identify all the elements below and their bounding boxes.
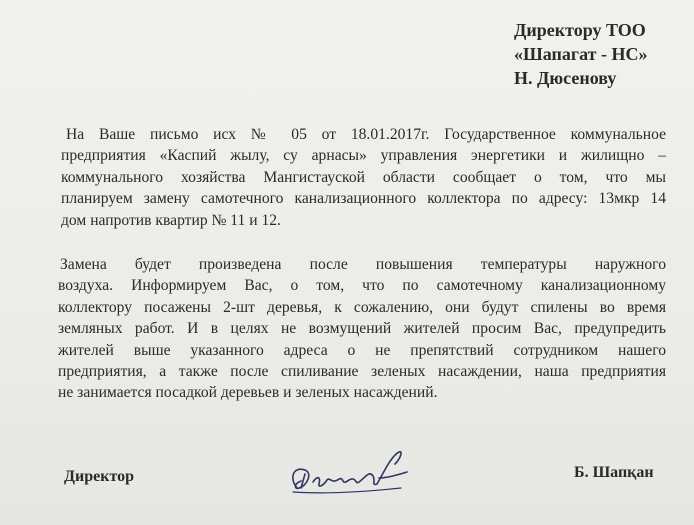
paragraph-line: коллектору посажены 2-шт деревья, к сожалению, они будут спилены во время bbox=[58, 298, 666, 316]
paragraph-line: земляных работ. И в целях не возмущений жителей просим Вас, предупредить bbox=[58, 320, 666, 338]
paragraph-line: Замена будет произведена после повышения температуры наружного bbox=[60, 256, 666, 273]
paragraph-notice bbox=[58, 254, 666, 404]
paragraph-line: планируем замену самотечного канализационного коллектора по адресу: 13мкр 14 bbox=[61, 190, 666, 208]
addressee-block bbox=[514, 18, 689, 90]
paragraph-line: жителей выше указанного адреса о не препятствий сотрудником нашего bbox=[58, 341, 666, 359]
signatory-title: Директор bbox=[64, 468, 134, 485]
paragraph-line: На Ваше письмо исх № 05 от 18.01.2017г. Государственное коммунальное bbox=[66, 126, 666, 143]
signatory-name: Б. Шапқан bbox=[574, 464, 654, 481]
addressee-name: Н. Дюсенову bbox=[514, 68, 617, 88]
paragraph-line: воздуха. Информируем Вас, о том, что по самотечному канализационному bbox=[58, 277, 666, 295]
paragraph-line: предприятия, а также после спиливание зеленых насаждении, наша предприятия bbox=[58, 362, 666, 380]
paragraph-response bbox=[61, 124, 666, 231]
paragraph-line: не занимается посадкой деревьев и зеленых насаждений. bbox=[58, 384, 438, 402]
paragraph-line: коммунального хозяйства Мангистауской области сообщает о том, что мы bbox=[61, 168, 666, 186]
paragraph-line: предприятия «Каспий жылу, су арнасы» управления энергетики и жилищно – bbox=[61, 147, 666, 165]
handwritten-signature bbox=[283, 448, 418, 498]
addressee-company: «Шапагат - НС» bbox=[514, 44, 648, 64]
paragraph-line: дом напротив квартир № 11 и 12. bbox=[61, 211, 281, 229]
addressee-position: Директору ТОО bbox=[514, 20, 646, 40]
